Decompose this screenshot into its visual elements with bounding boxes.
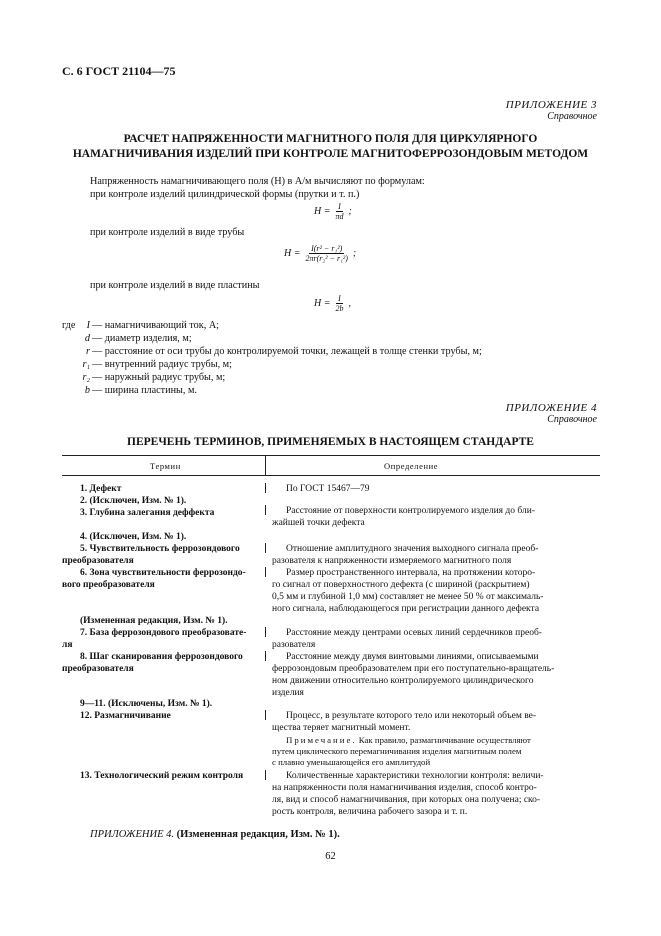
legend-text: — диаметр изделия, м; <box>92 333 192 344</box>
legend-symbol: r₂ <box>82 372 90 383</box>
definition-6-line2: го сигнал от поверхностного дефекта (с шириной (раскрытием) <box>272 580 530 590</box>
term-3 <box>80 507 280 519</box>
term-6-line1: 6. Зона чувствительности феррозондо- <box>80 568 246 578</box>
formula-plate-denominator: 2b <box>335 304 344 313</box>
formula-cylindrical-fraction <box>333 202 345 221</box>
term-5-line1: 5. Чувствительность феррозондового <box>80 544 240 554</box>
definition-13-line3: ля, вид и способ намагничивания, при которых она получена; ско- <box>272 795 541 805</box>
case-plate-text: при контроле изделий в виде пластины <box>90 280 260 291</box>
definition-12-note <box>272 735 624 768</box>
term-13-text: 13. Технологический режим контроля <box>80 771 244 781</box>
definition-5-line1: Отношение амплитудного значения выходного сигнала преоб- <box>286 544 539 554</box>
definition-3 <box>272 505 624 529</box>
definition-7-line1: Расстояние между центрами осевых линий сердечников преоб- <box>286 628 542 638</box>
appendix-4-number: ПРИЛОЖЕНИЕ 4 <box>505 402 597 414</box>
term-4 <box>80 531 280 543</box>
term-8 <box>62 651 272 675</box>
formula-cylindrical <box>314 202 352 221</box>
legend-text: — внутренний радиус трубы, м; <box>92 359 232 370</box>
term-7 <box>62 627 272 651</box>
appendix-4-kind: Справочное <box>547 414 597 425</box>
term-12-text: 12. Размагничивание <box>80 711 171 721</box>
definition-5-line2: разователя к напряженности измеряемого магнитного поля <box>272 556 512 566</box>
term-8-line2: преобразователя <box>62 664 134 674</box>
term-5 <box>62 543 272 567</box>
legend-text: — намагничивающий ток, А; <box>92 320 220 331</box>
term-8-line1: 8. Шаг сканирования феррозондового <box>80 652 243 662</box>
formula-tube-tail: ; <box>352 248 357 259</box>
definition-12 <box>272 710 624 768</box>
legend-symbol: r <box>86 346 90 357</box>
page-header: С. 6 ГОСТ 21104—75 <box>62 64 176 78</box>
page-number: 62 <box>325 851 336 862</box>
definition-8 <box>272 651 624 699</box>
formula-tube <box>284 244 356 263</box>
term-7-line1: 7. База феррозондового преобразовате- <box>80 628 247 638</box>
legend-symbol: I <box>86 320 90 331</box>
definition-1 <box>272 483 624 495</box>
table-top-rule <box>62 455 600 456</box>
definition-6-line1: Размер пространственного интервала, на протяжении которо- <box>286 568 536 578</box>
term-2-text: 2. (Исключен, Изм. № 1). <box>80 496 187 506</box>
legend-row <box>62 358 482 371</box>
definition-13 <box>272 770 624 818</box>
term-1-text: 1. Дефект <box>80 484 122 494</box>
definition-12-line2: щества теряет магнитный момент. <box>272 723 411 733</box>
term-6-amendment-text: (Измененная редакция, Изм. № 1). <box>80 616 228 626</box>
appendix-3-title-line1: РАСЧЕТ НАПРЯЖЕННОСТИ МАГНИТНОГО ПОЛЯ ДЛЯ ЦИРКУЛЯРНОГО <box>123 133 538 145</box>
appendix-3-number: ПРИЛОЖЕНИЕ 3 <box>505 99 597 111</box>
definition-8-line2: феррозондовым преобразователем при его поступательно-вращатель- <box>272 664 555 674</box>
formula-cylindrical-lhs: H = <box>314 206 331 217</box>
case-tube-text: при контроле изделий в виде трубы <box>90 227 245 238</box>
appendix-footer-text: (Измененная редакция, Изм. № 1). <box>176 829 340 840</box>
formula-tube-denominator: 2πr(r₂² − r₁²) <box>305 254 348 263</box>
column-header-term: Термин <box>150 461 181 471</box>
definition-8-line1: Расстояние между двумя винтовыми линиями, описываемыми <box>286 652 539 662</box>
legend-row <box>62 345 482 358</box>
column-header-definition: Определение <box>384 461 439 471</box>
appendix-3-title-line2: НАМАГНИЧИВАНИЯ ИЗДЕЛИЙ ПРИ КОНТРОЛЕ МАГНИТОФЕРРОЗОНДОВЫМ МЕТОДОМ <box>72 148 589 160</box>
term-3-text: 3. Глубина залегания дeффекта <box>80 508 215 518</box>
formula-plate-lhs: H = <box>314 298 331 309</box>
note-line3: с плавно уменьшающейся его амплитудой <box>272 757 431 767</box>
appendix-footer <box>90 829 340 840</box>
legend-text: — наружный радиус трубы, м; <box>92 372 226 383</box>
formula-tube-fraction <box>303 244 349 263</box>
definition-12-line1: Процесс, в результате которого тело или некоторый объем ве- <box>286 711 537 721</box>
legend-symbol: b <box>84 385 90 396</box>
definition-5 <box>272 543 624 567</box>
note-label: Примечание. <box>286 735 357 745</box>
term-5-line2: преобразователя <box>62 556 134 566</box>
term-9-11 <box>80 698 280 710</box>
formula-plate-fraction <box>333 294 345 313</box>
formula-cylindrical-numerator: I <box>338 202 341 211</box>
legend-row <box>62 319 482 332</box>
legend-text: — ширина пластины, м. <box>92 385 197 396</box>
header-column-divider <box>265 455 266 475</box>
appendix-3-label <box>506 99 597 123</box>
definition-13-line2: на напряженности поля намагничивания изделия, способ контро- <box>272 783 537 793</box>
definition-3-line2: жайшей точки дефекта <box>272 518 365 528</box>
definition-7-line2: разователя <box>272 640 316 650</box>
formula-cylindrical-denominator: πd <box>335 212 344 221</box>
legend-where: где <box>62 320 76 331</box>
note-line2: путем циклического перемагничивания изделия магнитным полем <box>272 746 522 756</box>
appendix-3-title <box>40 132 621 162</box>
appendix-4-title: ПЕРЕЧЕНЬ ТЕРМИНОВ, ПРИМЕНЯЕМЫХ В НАСТОЯЩЕМ СТАНДАРТЕ <box>127 436 534 448</box>
term-6 <box>62 567 272 591</box>
definition-6-line3: 0,5 мм и глубиной 1,0 мм) составляет не менее 50 % от максималь- <box>272 592 544 602</box>
definition-13-line4: рость контроля, величина рабочего зазора и т. п. <box>272 807 468 817</box>
term-4-text: 4. (Исключен, Изм. № 1). <box>80 532 187 542</box>
appendix-3-kind: Справочное <box>547 111 597 122</box>
term-12 <box>80 710 280 722</box>
definition-13-line1: Количественные характеристики технологии контроля: величи- <box>286 771 544 781</box>
definition-7 <box>272 627 624 651</box>
definition-6 <box>272 567 624 615</box>
term-13 <box>80 770 280 782</box>
legend-row <box>62 332 482 345</box>
formula-cylindrical-tail: ; <box>348 206 352 217</box>
note-line1: Как правило, размагничивание осуществляют <box>358 735 531 745</box>
appendix-footer-label: ПРИЛОЖЕНИЕ 4. <box>90 829 174 840</box>
table-header-rule <box>62 475 600 476</box>
term-6-line2: вого преобразователя <box>62 580 155 590</box>
legend-symbol: r₁ <box>82 359 90 370</box>
definition-8-line3: ном движении относительно контролируемого цилиндрического <box>272 676 534 686</box>
formula-tube-numerator: I(r² − r₁²) <box>311 244 343 253</box>
formula-plate-tail: , <box>348 298 351 309</box>
definition-3-line1: Расстояние от поверхности контролируемого изделия до бли- <box>286 506 535 516</box>
intro-cylindrical-text: при контроле изделий цилиндрической формы (прутки и т. п.) <box>90 189 360 200</box>
definition-6-line4: ного сигнала, наблюдающегося при регистрации данного дефекта <box>272 604 540 614</box>
definition-8-line4: изделия <box>272 688 304 698</box>
term-2 <box>80 495 280 507</box>
term-6-amendment <box>80 615 280 627</box>
legend-row <box>62 371 482 384</box>
intro-formula-text: Напряженность намагничивающего поля (H) в А/м вычисляют по формулам: <box>90 176 425 187</box>
formula-plate <box>314 294 351 313</box>
legend-row <box>62 384 482 397</box>
term-9-11-text: 9—11. (Исключены, Изм. № 1). <box>80 699 213 709</box>
term-7-line2: ля <box>62 640 73 650</box>
definition-1-text: По ГОСТ 15467—79 <box>286 484 370 494</box>
symbol-legend <box>62 319 482 397</box>
legend-symbol: d <box>84 333 90 344</box>
formula-tube-lhs: H = <box>284 248 301 259</box>
formula-plate-numerator: I <box>338 294 341 303</box>
legend-text: — расстояние от оси трубы до контролируемой точки, лежащей в толще стенки трубы, м; <box>92 346 482 357</box>
term-1 <box>80 483 280 495</box>
appendix-4-label <box>506 402 597 426</box>
